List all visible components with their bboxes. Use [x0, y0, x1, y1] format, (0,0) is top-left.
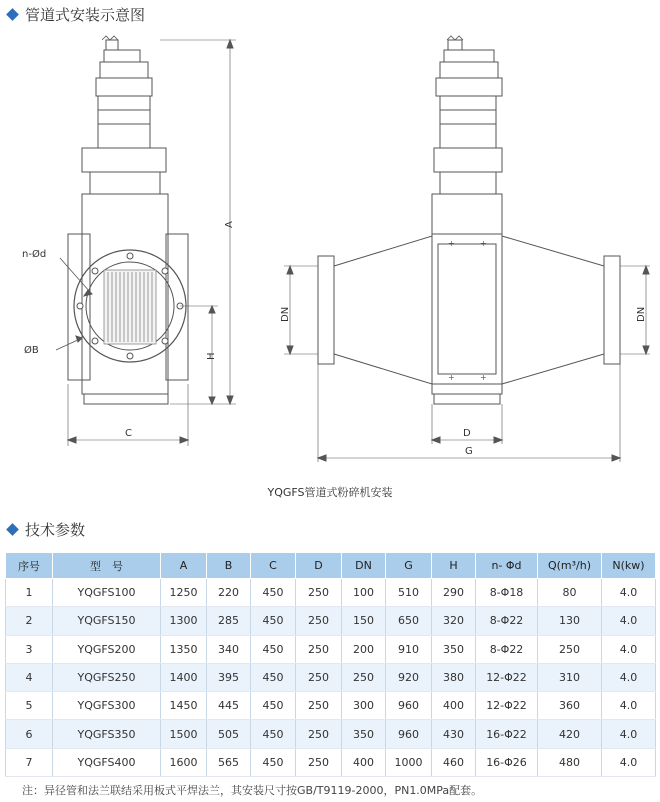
table-cell: YQGFS150 — [53, 607, 161, 635]
table-cell: 7 — [6, 748, 53, 776]
table-cell: 1400 — [161, 663, 207, 691]
spec-table — [5, 552, 656, 777]
table-cell: 4.0 — [602, 579, 656, 607]
table-cell: 250 — [296, 579, 342, 607]
front-view — [22, 36, 236, 446]
table-cell: 3 — [6, 635, 53, 663]
table-header-row — [6, 553, 656, 579]
table-row — [6, 635, 656, 663]
header-cell: B — [207, 553, 251, 579]
table-cell: 1600 — [161, 748, 207, 776]
table-cell: 1250 — [161, 579, 207, 607]
installation-drawing — [0, 26, 660, 486]
header-cell: 型 号 — [53, 553, 161, 579]
table-cell: 4.0 — [602, 692, 656, 720]
table-row — [6, 579, 656, 607]
label-dn-right: DN — [636, 306, 647, 322]
table-cell: 250 — [296, 748, 342, 776]
table-cell: 130 — [538, 607, 602, 635]
table-cell: 300 — [342, 692, 386, 720]
table-cell: 1 — [6, 579, 53, 607]
table-cell: 650 — [386, 607, 432, 635]
table-cell: 450 — [251, 692, 296, 720]
table-cell: 395 — [207, 663, 251, 691]
label-a: A — [224, 221, 235, 228]
table-cell: 1450 — [161, 692, 207, 720]
section-title: 管道式安装示意图 — [25, 6, 146, 24]
table-cell: 250 — [296, 692, 342, 720]
table-cell: 200 — [342, 635, 386, 663]
table-cell: 1350 — [161, 635, 207, 663]
table-row — [6, 720, 656, 748]
table-row — [6, 692, 656, 720]
table-cell: 450 — [251, 635, 296, 663]
table-cell: 445 — [207, 692, 251, 720]
table-cell: 360 — [538, 692, 602, 720]
side-view — [280, 36, 650, 462]
table-cell: 380 — [432, 663, 476, 691]
table-cell: 920 — [386, 663, 432, 691]
table-cell: 12-Φ22 — [476, 692, 538, 720]
table-cell: YQGFS350 — [53, 720, 161, 748]
table-cell: 420 — [538, 720, 602, 748]
svg-text:+: + — [448, 373, 455, 382]
label-g: G — [465, 446, 473, 457]
label-h: H — [206, 352, 217, 360]
table-cell: 4.0 — [602, 720, 656, 748]
table-cell: YQGFS100 — [53, 579, 161, 607]
table-cell: YQGFS300 — [53, 692, 161, 720]
table-row — [6, 607, 656, 635]
section-title: 技术参数 — [25, 521, 86, 539]
table-cell: 430 — [432, 720, 476, 748]
label-b: ØB — [24, 345, 39, 356]
header-cell: Q(m³/h) — [538, 553, 602, 579]
section-heading-params — [6, 519, 85, 540]
table-cell: 340 — [207, 635, 251, 663]
table-cell: 12-Φ22 — [476, 663, 538, 691]
table-cell: 2 — [6, 607, 53, 635]
label-n-d: n-Ød — [22, 249, 47, 260]
table-cell: 4.0 — [602, 663, 656, 691]
table-cell: 565 — [207, 748, 251, 776]
table-cell: 4.0 — [602, 635, 656, 663]
diamond-bullet-icon — [6, 8, 19, 21]
table-cell: YQGFS400 — [53, 748, 161, 776]
table-cell: 80 — [538, 579, 602, 607]
table-row — [6, 663, 656, 691]
table-cell: 450 — [251, 748, 296, 776]
table-cell: 310 — [538, 663, 602, 691]
table-cell: 505 — [207, 720, 251, 748]
header-cell: DN — [342, 553, 386, 579]
table-cell: 1000 — [386, 748, 432, 776]
header-cell: A — [161, 553, 207, 579]
table-cell: 460 — [432, 748, 476, 776]
table-cell: 1300 — [161, 607, 207, 635]
table-cell: 16-Φ22 — [476, 720, 538, 748]
table-cell: 250 — [296, 663, 342, 691]
diamond-bullet-icon — [6, 523, 19, 536]
table-cell: 285 — [207, 607, 251, 635]
table-cell: 100 — [342, 579, 386, 607]
table-cell: 450 — [251, 663, 296, 691]
table-cell: 5 — [6, 692, 53, 720]
table-cell: 250 — [296, 607, 342, 635]
footnote: 注：异径管和法兰联结采用板式平焊法兰，其安装尺寸按GB/T9119-2000，PN1.0MPa配套。 — [22, 784, 483, 797]
table-cell: 960 — [386, 720, 432, 748]
table-cell: 4.0 — [602, 748, 656, 776]
table-cell: YQGFS200 — [53, 635, 161, 663]
header-cell: D — [296, 553, 342, 579]
table-cell: 350 — [432, 635, 476, 663]
table-cell: 8-Φ22 — [476, 635, 538, 663]
header-cell: n- Φd — [476, 553, 538, 579]
table-cell: 510 — [386, 579, 432, 607]
table-cell: 250 — [538, 635, 602, 663]
header-cell: G — [386, 553, 432, 579]
header-cell: N(kw) — [602, 553, 656, 579]
svg-text:+: + — [448, 239, 455, 248]
drawing-caption: YQGFS管道式粉碎机安装 — [267, 486, 393, 499]
table-cell: 450 — [251, 579, 296, 607]
svg-text:+: + — [480, 239, 487, 248]
table-cell: 480 — [538, 748, 602, 776]
svg-text:+: + — [480, 373, 487, 382]
table-cell: 4.0 — [602, 607, 656, 635]
table-cell: 16-Φ26 — [476, 748, 538, 776]
table-cell: 250 — [296, 720, 342, 748]
table-cell: 1500 — [161, 720, 207, 748]
table-cell: 400 — [432, 692, 476, 720]
table-cell: YQGFS250 — [53, 663, 161, 691]
table-cell: 450 — [251, 720, 296, 748]
table-cell: 910 — [386, 635, 432, 663]
header-cell: H — [432, 553, 476, 579]
table-cell: 290 — [432, 579, 476, 607]
table-cell: 6 — [6, 720, 53, 748]
label-d: D — [463, 428, 471, 439]
table-cell: 150 — [342, 607, 386, 635]
table-cell: 250 — [296, 635, 342, 663]
section-heading-diagram — [6, 4, 145, 25]
table-cell: 320 — [432, 607, 476, 635]
label-c: C — [125, 428, 132, 439]
table-cell: 350 — [342, 720, 386, 748]
header-cell: C — [251, 553, 296, 579]
table-cell: 400 — [342, 748, 386, 776]
table-cell: 450 — [251, 607, 296, 635]
cutter-stack — [104, 270, 156, 344]
table-row — [6, 748, 656, 776]
table-cell: 8-Φ18 — [476, 579, 538, 607]
table-cell: 250 — [342, 663, 386, 691]
label-dn-left: DN — [280, 306, 291, 322]
table-cell: 8-Φ22 — [476, 607, 538, 635]
table-cell: 4 — [6, 663, 53, 691]
table-cell: 960 — [386, 692, 432, 720]
header-cell: 序号 — [6, 553, 53, 579]
table-cell: 220 — [207, 579, 251, 607]
